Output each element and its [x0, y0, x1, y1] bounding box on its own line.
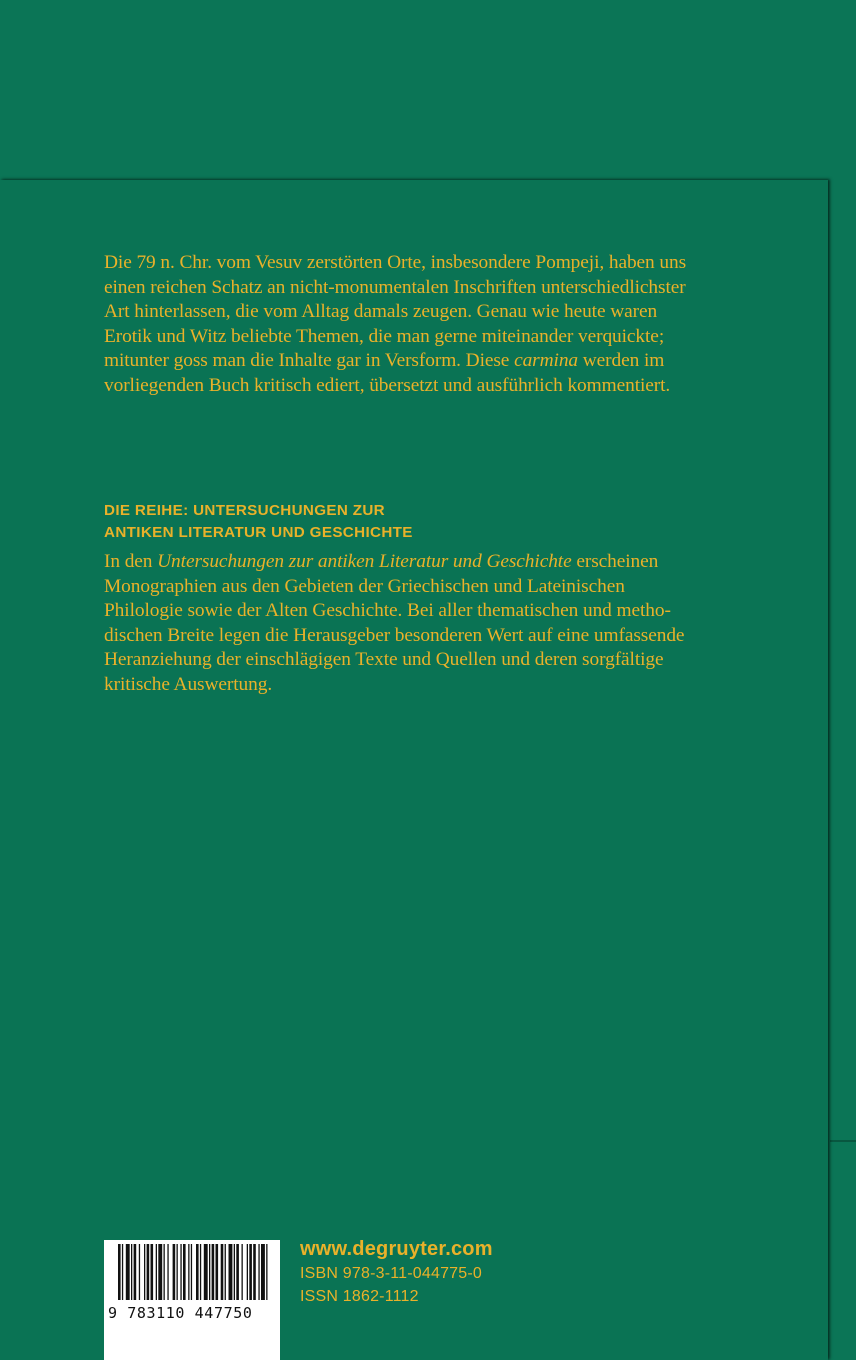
book-description: [104, 251, 764, 398]
series-description: [104, 550, 764, 698]
series-line: kritische Auswertung.: [104, 673, 273, 695]
isbn-number: ISBN 978-3-11-044775-0: [300, 1265, 482, 1282]
issn-number: ISSN 1862-1112: [300, 1288, 419, 1305]
series-line: dischen Breite legen die Herausgeber besonderen Wert auf eine umfassende: [104, 624, 685, 646]
description-text: mitunter goss man die Inhalte gar in Versform. Diese: [104, 350, 515, 371]
series-heading-line: ANTIKEN LITERATUR UND GESCHICHTE: [104, 524, 413, 541]
series-line: [104, 550, 764, 575]
series-text: In den: [104, 551, 158, 572]
barcode-bars: [104, 1240, 280, 1360]
publisher-info: [300, 1236, 493, 1308]
series-line: Heranziehung der einschlägigen Texte und Quellen und deren sorgfältige: [104, 649, 664, 671]
description-text: werden im: [578, 350, 665, 371]
description-line: Erotik und Witz beliebte Themen, die man gerne miteinander verquickte;: [104, 325, 665, 347]
series-heading: [104, 500, 764, 544]
barcode-digits: 9 783110 447750: [108, 1304, 253, 1322]
description-line: Die 79 n. Chr. vom Vesuv zerstörten Orte, insbesondere Pompeji, haben uns: [104, 252, 687, 273]
series-text: erscheinen: [571, 551, 659, 572]
publisher-url[interactable]: www.degruyter.com: [300, 1238, 493, 1260]
description-line: einen reichen Schatz an nicht-monumentalen Inschriften unterschiedlichster: [104, 276, 686, 298]
description-line: [104, 349, 764, 374]
description-italic-term: carmina: [514, 350, 579, 371]
isbn-barcode: [104, 1240, 280, 1360]
description-line: Art hinterlassen, die vom Alltag damals zeugen. Genau wie heute waren: [104, 301, 658, 322]
series-line: Philologie sowie der Alten Geschichte. Bei aller thematischen und metho-: [104, 600, 671, 622]
description-line: vorliegenden Buch kritisch ediert, übersetzt und ausführlich kommentiert.: [104, 374, 671, 396]
series-line: Monographien aus den Gebieten der Griechischen und Lateinischen: [104, 575, 625, 597]
series-title-italic: Untersuchungen zur antiken Literatur und Geschichte: [157, 551, 572, 572]
series-heading-line: DIE REIHE: UNTERSUCHUNGEN ZUR: [104, 502, 386, 519]
cover-edge-line: [830, 1140, 856, 1142]
